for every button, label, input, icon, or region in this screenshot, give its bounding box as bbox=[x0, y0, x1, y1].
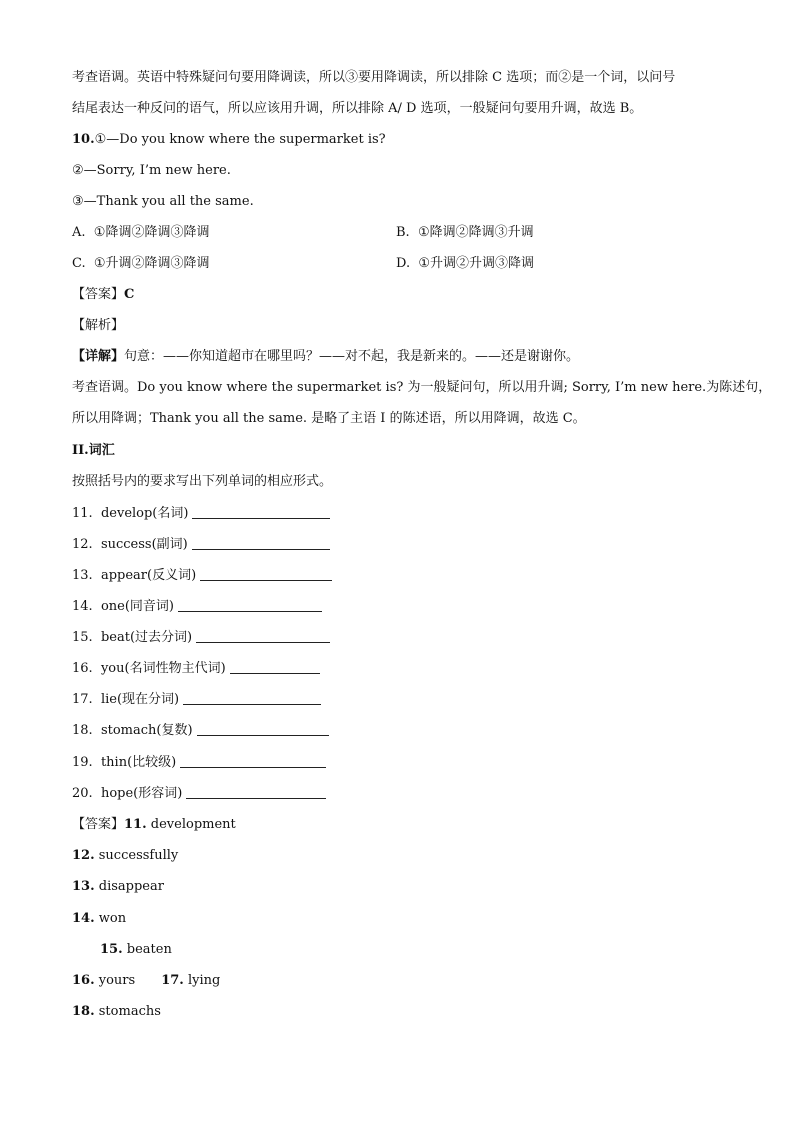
vocab-item-12 bbox=[72, 537, 330, 553]
answer-number: 15. bbox=[100, 942, 123, 957]
answer-blank[interactable] bbox=[197, 723, 329, 736]
item-number: 19. bbox=[72, 755, 93, 770]
answer-number: 13. bbox=[72, 879, 95, 894]
q9-explanation-line-1: 考查语调。英语中特殊疑问句要用降调读，所以③要用降调读，所以排除 C 选项；而②是一个词，以问号 bbox=[72, 70, 676, 85]
answer-text: lying bbox=[187, 973, 221, 988]
option-letter: D. bbox=[396, 256, 411, 271]
vocab-item-19 bbox=[72, 755, 326, 771]
answer-text: stomachs bbox=[98, 1004, 161, 1019]
answer-blank[interactable] bbox=[186, 786, 326, 799]
vocab-item-13 bbox=[72, 568, 332, 584]
item-text: thin(比较级) bbox=[100, 755, 177, 770]
item-text: lie(现在分词) bbox=[100, 692, 180, 707]
q10-number: 10. bbox=[72, 132, 95, 147]
answer-number: 16. bbox=[72, 973, 95, 988]
answer-line-11 bbox=[72, 817, 236, 833]
item-text: beat(过去分词) bbox=[100, 630, 193, 645]
answer-blank[interactable] bbox=[230, 661, 320, 674]
item-number: 17. bbox=[72, 692, 93, 707]
vocab-item-17 bbox=[72, 692, 321, 708]
answer-number: 14. bbox=[72, 911, 95, 926]
answer-blank[interactable] bbox=[178, 599, 322, 612]
q10-analysis-label: 【解析】 bbox=[72, 318, 125, 333]
item-number: 18. bbox=[72, 723, 93, 738]
item-number: 12. bbox=[72, 537, 93, 552]
section-title: II.词汇 bbox=[72, 443, 115, 458]
answer-label: 【答案】 bbox=[72, 287, 125, 302]
answer-text: successfully bbox=[98, 848, 179, 863]
answer-text: disappear bbox=[98, 879, 164, 894]
q10-explanation-line-1: 考查语调。Do you know where the supermarket is? 为一般疑问句，所以用升调; Sorry, I’m new here.为陈述句， bbox=[72, 380, 772, 395]
item-number: 16. bbox=[72, 661, 93, 676]
vocab-item-15 bbox=[72, 630, 330, 646]
q10-answer bbox=[72, 287, 134, 303]
q10-dialog-3: ③—Thank you all the same. bbox=[72, 194, 254, 209]
q10-line-1 bbox=[72, 132, 386, 148]
option-letter: B. bbox=[396, 225, 410, 240]
item-text: appear(反义词) bbox=[100, 568, 197, 583]
q10-option-b bbox=[396, 225, 534, 241]
section-instruction: 按照括号内的要求写出下列单词的相应形式。 bbox=[72, 474, 333, 489]
answer-blank[interactable] bbox=[192, 506, 330, 519]
vocab-item-14 bbox=[72, 599, 322, 615]
answer-value: C bbox=[124, 287, 135, 302]
answer-blank[interactable] bbox=[200, 568, 332, 581]
item-number: 13. bbox=[72, 568, 93, 583]
item-number: 20. bbox=[72, 786, 93, 801]
item-number: 11. bbox=[72, 506, 93, 521]
answer-text: yours bbox=[98, 973, 136, 988]
option-text: ①升调②降调③降调 bbox=[93, 256, 210, 271]
answer-line-16-17 bbox=[72, 973, 220, 989]
item-text: develop(名词) bbox=[100, 506, 189, 521]
answer-blank[interactable] bbox=[183, 692, 321, 705]
item-text: stomach(复数) bbox=[100, 723, 193, 738]
answer-text: won bbox=[98, 911, 127, 926]
detail-text: 句意：——你知道超市在哪里吗？——对不起，我是新来的。——还是谢谢你。 bbox=[124, 349, 580, 364]
option-text: ①升调②升调③降调 bbox=[418, 256, 535, 271]
option-text: ①降调②降调③降调 bbox=[93, 225, 210, 240]
item-text: you(名词性物主代词) bbox=[100, 661, 226, 676]
item-text: one(同音词) bbox=[100, 599, 174, 614]
q10-option-d bbox=[396, 256, 534, 272]
answer-line-13 bbox=[72, 879, 164, 895]
answer-blank[interactable] bbox=[180, 755, 326, 768]
answer-number: 17. bbox=[161, 973, 184, 988]
q10-option-a bbox=[72, 225, 209, 241]
option-letter: A. bbox=[72, 225, 86, 240]
answer-line-12 bbox=[72, 848, 178, 864]
answer-line-15 bbox=[100, 942, 172, 958]
q10-dialog-1: ①—Do you know where the supermarket is? bbox=[94, 132, 386, 147]
item-number: 14. bbox=[72, 599, 93, 614]
item-text: hope(形容词) bbox=[100, 786, 183, 801]
item-text: success(副词) bbox=[100, 537, 188, 552]
answer-line-14 bbox=[72, 911, 126, 927]
option-text: ①降调②降调③升调 bbox=[417, 225, 534, 240]
answer-text: development bbox=[150, 817, 236, 832]
vocab-item-16 bbox=[72, 661, 320, 677]
answers-label: 【答案】 bbox=[72, 817, 125, 832]
detail-label: 【详解】 bbox=[72, 349, 125, 364]
option-letter: C. bbox=[72, 256, 86, 271]
vocab-item-20 bbox=[72, 786, 326, 802]
q9-explanation-line-2: 结尾表达一种反问的语气，所以应该用升调，所以排除 A/ D 选项，一般疑问句要用升调，故选 B。 bbox=[72, 101, 643, 116]
answer-number: 12. bbox=[72, 848, 95, 863]
vocab-item-11 bbox=[72, 506, 330, 522]
answer-blank[interactable] bbox=[192, 537, 330, 550]
q10-dialog-2: ②—Sorry, I’m new here. bbox=[72, 163, 231, 178]
q10-option-c bbox=[72, 256, 210, 272]
q10-detail bbox=[72, 349, 579, 365]
vocab-item-18 bbox=[72, 723, 329, 739]
answer-number: 11. bbox=[124, 817, 147, 832]
answer-line-18 bbox=[72, 1004, 161, 1020]
item-number: 15. bbox=[72, 630, 93, 645]
answer-text: beaten bbox=[126, 942, 172, 957]
q10-explanation-line-2: 所以用降调；Thank you all the same. 是略了主语 I 的陈述语，所以用降调，故选 C。 bbox=[72, 411, 586, 426]
answer-blank[interactable] bbox=[196, 630, 330, 643]
answer-number: 18. bbox=[72, 1004, 95, 1019]
